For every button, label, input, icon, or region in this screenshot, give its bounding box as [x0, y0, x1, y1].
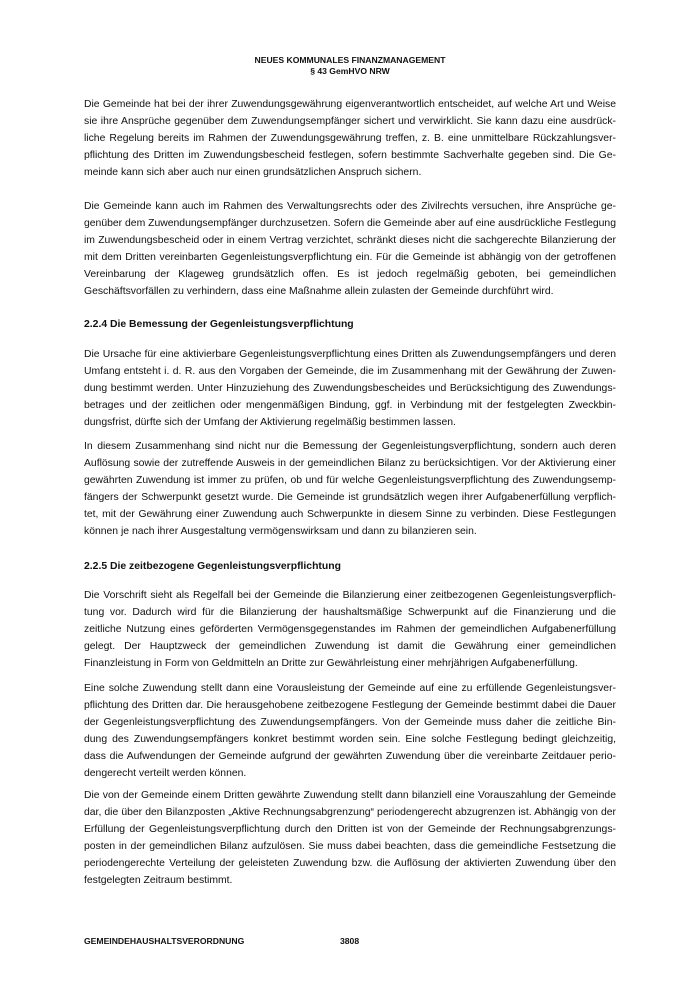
paragraph-5: Die Vorschrift sieht als Regelfall bei der Gemeinde die Bilanzierung einer zeitbezogenen Gegenleistungsverpflichtung vor. Dadurch wird für die Bilanzierung der haushaltsmäßige Schwerpunkt auf die Finanzierung und die zeitliche Nutzung eines geförderten Vermögensgegenstandes im Rahmen der gemeindlichen Aufgabenerfüllung gelegt. Der Hauptzweck der gemeindlichen Zuwendung ist damit die Gewährung einer gemeindlichen Finanzleistung in Form von Geldmitteln an Dritte zur Gewährleistung einer mehrjährigen Aufgabenerfüllung. — [84, 590, 616, 670]
paragraph-2: Die Gemeinde kann auch im Rahmen des Verwaltungsrechts oder des Zivilrechts versuchen, ihre Ansprüche gegenüber dem Zuwendungsempfänger durchzusetzen. Sofern die Gemeinde aber auf eine ausdrückliche Festlegung im Zuwendungsbescheid oder in einem Vertrag verzichtet, schränkt dieses nicht die sachgerechte Bilanzierung der mit dem Dritten vereinbarten Gegenleistungsverpflichtung ein. Für die Gemeinde ist abhängig von der getroffenen Vereinbarung der Klageweg grundsätzlich offen. Es ist jedoch regelmäßig geboten, bei gemeindlichen Geschäftsvorfällen zu verhindern, dass eine Maßnahme allein zulasten der Gemeinde durchführt wird. — [84, 201, 616, 298]
section-heading-2-2-5: 2.2.5 Die zeitbezogene Gegenleistungsverpflichtung — [84, 561, 341, 572]
section-heading-2-2-4: 2.2.4 Die Bemessung der Gegenleistungsverpflichtung — [84, 319, 354, 330]
paragraph-6: Eine solche Zuwendung stellt dann eine Vorausleistung der Gemeinde auf eine zu erfüllende Gegenleistungsverpflichtung des Dritten dar. Die herausgehobene zeitbezogene Festlegung der Gemeinde bestimmt dabei die Dauer der Gegenleistungsverpflichtung des Zuwendungsempfängers. Von der Gemeinde muss daher die zeitliche Bindung des Zuwendungsempfängers konkret bestimmt worden sein. Eine solche Festlegung bedingt gleichzeitig, dass die Aufwendungen der Gemeinde aufgrund der gewährten Zuwendung über die vereinbarte Zeitdauer periodengerecht verteilt werden können. — [84, 683, 616, 780]
paragraph-7: Die von der Gemeinde einem Dritten gewährte Zuwendung stellt dann bilanziell eine Vorauszahlung der Gemeinde dar, die über den Bilanzposten „Aktive Rechnungsabgrenzung“ periodengerecht abzugrenzen ist. Abhängig von der Erfüllung der Gegenleistungsverpflichtung durch den Dritten ist von der Gemeinde der Rechnungsabgrenzungsposten in der gemeindlichen Bilanz aufzulösen. Sie muss dabei beachten, dass die gemeindliche Festsetzung die periodengerechte Verteilung der geleisteten Zuwendung bzw. die Auflösung der aktivierten Zuwendung über den festgelegten Zeitraum bestimmt. — [84, 790, 616, 887]
header-title: NEUES KOMMUNALES FINANZMANAGEMENT — [254, 55, 446, 65]
paragraph-1: Die Gemeinde hat bei der ihrer Zuwendungsgewährung eigenverantwortlich entscheidet, auf welche Art und Weise sie ihre Ansprüche gegenüber dem Zuwendungsempfänger sichert und verwirklicht. Sie kann dazu eine ausdrückliche Regelung bereits im Rahmen der Zuwendungsgewährung treffen, z. B. eine unmittelbare Rückzahlungsverpflichtung des Dritten im Zuwendungsbescheid festlegen, sofern bestimmte Sachverhalte gegeben sind. Die Gemeinde kann sich aber auch nur einen grundsätzlichen Anspruch sichern. — [84, 99, 616, 179]
paragraph-3: Die Ursache für eine aktivierbare Gegenleistungsverpflichtung eines Dritten als Zuwendungsempfängers und deren Umfang entsteht i. d. R. aus den Vorgaben der Gemeinde, die im Zusammenhang mit der Gewährung der Zuwendung bestimmt werden. Unter Hinzuziehung des Zuwendungsbescheides und Berücksichtigung des Zuwendungsbetrages und der zeitlichen oder mengenmäßigen Bindung, ggf. in Verbindung mit der festgelegten Zweckbindungsfrist, dürfte sich der Umfang der Aktivierung regelmäßig bestimmen lassen. — [84, 349, 616, 429]
footer-title: GEMEINDEHAUSHALTSVERORDNUNG — [84, 936, 245, 946]
page-number: 3808 — [340, 936, 360, 946]
page-header — [0, 55, 700, 77]
paragraph-4: In diesem Zusammenhang sind nicht nur die Bemessung der Gegenleistungsverpflichtung, sondern auch deren Auflösung sowie der zutreffende Ausweis in der gemeindlichen Bilanz zu berücksichtigen. Vor der Aktivierung einer gewährten Zuwendung ist immer zu prüfen, ob und für welche Gegenleistungsverpflichtung des Zuwendungsempfängers der Schwerpunkt gesetzt wurde. Die Gemeinde ist grundsätzlich wegen ihrer Aufgabenerfüllung verpflichtet, mit der Gewährung einer Zuwendung auch Schwerpunkte in diesem Sinne zu verbinden. Diese Festlegungen können je nach ihrer Ausgestaltung vermögenswirksam und dann zu bilanzieren sein. — [84, 441, 616, 538]
header-subtitle: § 43 GemHVO NRW — [310, 66, 390, 76]
